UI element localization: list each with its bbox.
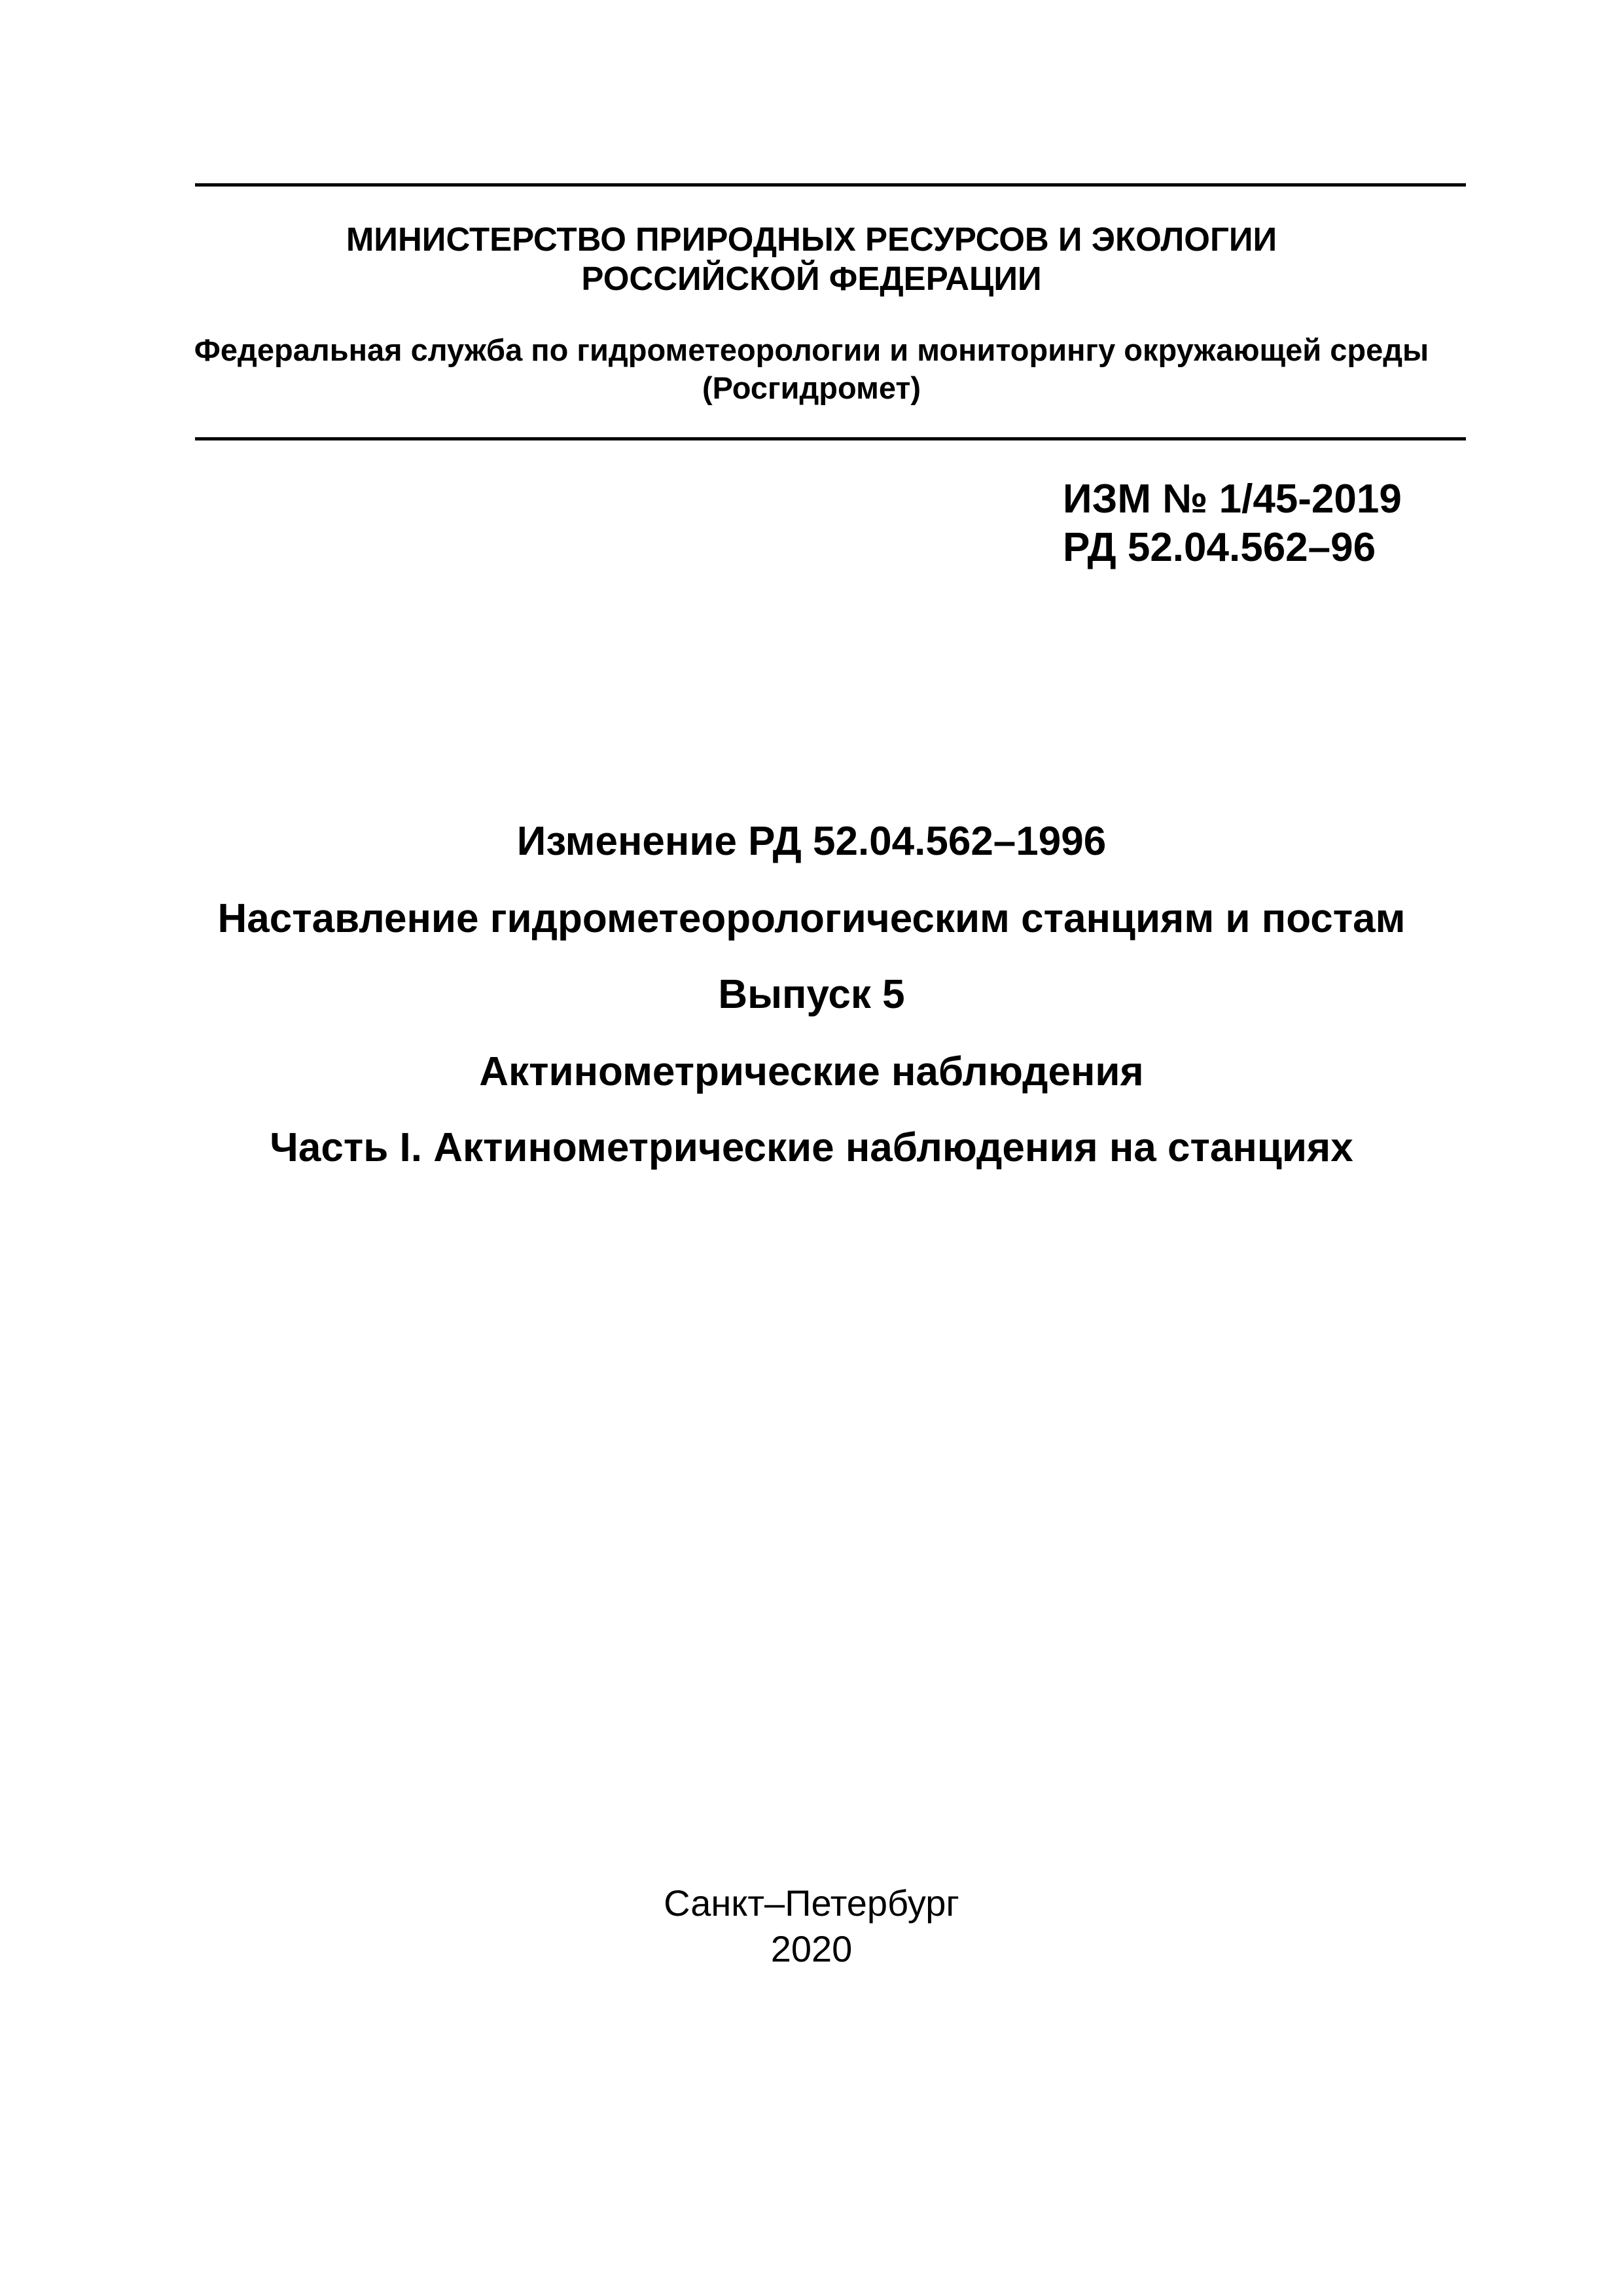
title-amendment: Изменение РД 52.04.562–1996 — [516, 819, 1107, 864]
publication-year: 2020 — [770, 1928, 853, 1969]
amendment-number: ИЗМ № 1/45-2019 — [1063, 476, 1402, 522]
ministry-name-line-2: РОССИЙСКОЙ ФЕДЕРАЦИИ — [581, 260, 1042, 297]
title-manual: Наставление гидрометеорологическим станциям и постам — [217, 896, 1406, 941]
publication-city: Санкт–Петербург — [664, 1882, 959, 1924]
service-name-line-1: Федеральная служба по гидрометеорологии и мониторингу окружающей среды — [194, 332, 1429, 367]
title-subject: Актинометрические наблюдения — [479, 1049, 1144, 1094]
title-issue: Выпуск 5 — [718, 972, 905, 1017]
header-top-rule — [195, 183, 1466, 187]
title-part: Часть I. Актинометрические наблюдения на станциях — [270, 1125, 1353, 1170]
document-code: РД 52.04.562–96 — [1063, 525, 1376, 570]
ministry-name-line-1: МИНИСТЕРСТВО ПРИРОДНЫХ РЕСУРСОВ И ЭКОЛОГИИ — [346, 221, 1277, 258]
header-bottom-rule — [195, 437, 1466, 440]
service-name-line-2: (Росгидромет) — [702, 370, 921, 405]
